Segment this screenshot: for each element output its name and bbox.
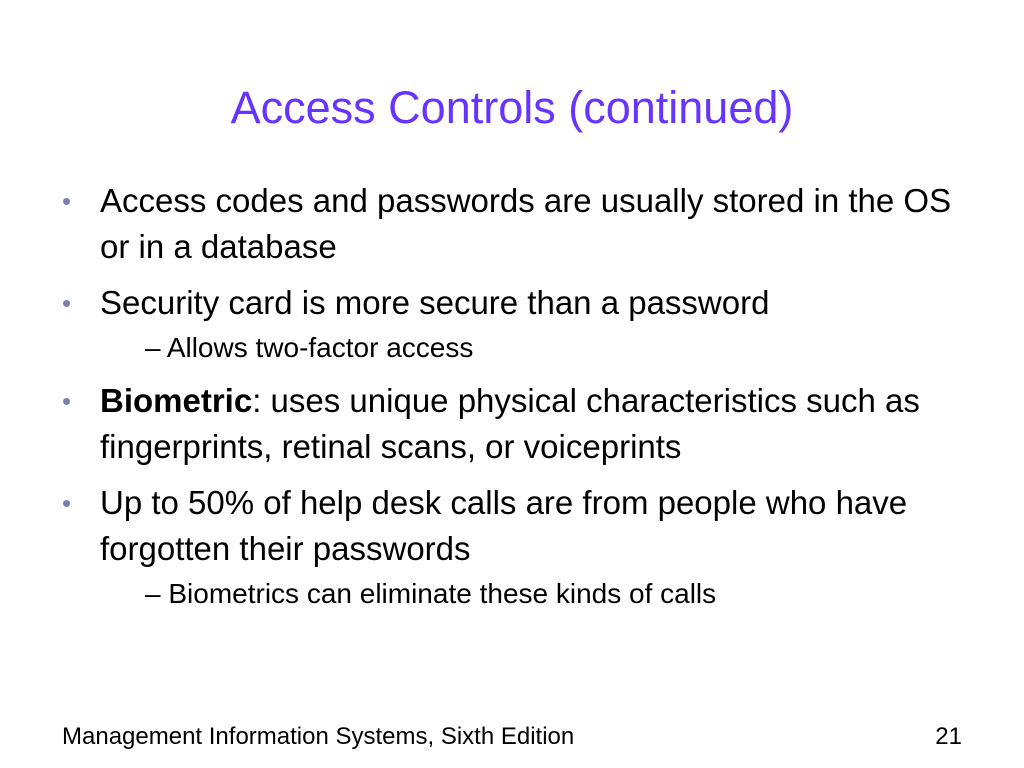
bullet-item bbox=[62, 480, 982, 572]
footer-page-number: 21 bbox=[935, 723, 962, 750]
bullet-text: Access codes and passwords are usually stored in the OS or in a database bbox=[100, 182, 952, 265]
bullet-item bbox=[62, 178, 982, 270]
bullet-term: Biometric bbox=[100, 382, 253, 419]
bullet-item bbox=[62, 378, 982, 470]
sub-bullet-dash: – bbox=[145, 332, 167, 363]
bullet-icon: • bbox=[62, 186, 72, 216]
bullet-item bbox=[62, 280, 982, 326]
bullet-text: Up to 50% of help desk calls are from people who have forgotten their passwords bbox=[100, 484, 908, 567]
footer-book-title: Management Information Systems, Sixth Edition bbox=[62, 723, 575, 750]
sub-bullet-text: Allows two-factor access bbox=[166, 332, 474, 363]
sub-bullet-item bbox=[62, 574, 982, 614]
slide-title: Access Controls (continued) bbox=[230, 82, 794, 133]
bullet-icon: • bbox=[62, 386, 72, 416]
bullet-icon: • bbox=[62, 288, 72, 318]
bullet-list bbox=[62, 178, 982, 624]
sub-bullet-item bbox=[62, 328, 982, 368]
bullet-text: Security card is more secure than a password bbox=[100, 284, 770, 321]
bullet-text: : uses unique physical characteristics such as fingerprints, retinal scans, or voiceprints bbox=[100, 382, 920, 465]
sub-bullet-text: Biometrics can eliminate these kinds of calls bbox=[168, 578, 717, 609]
bullet-icon: • bbox=[62, 488, 72, 518]
sub-bullet-dash: – bbox=[145, 578, 169, 609]
